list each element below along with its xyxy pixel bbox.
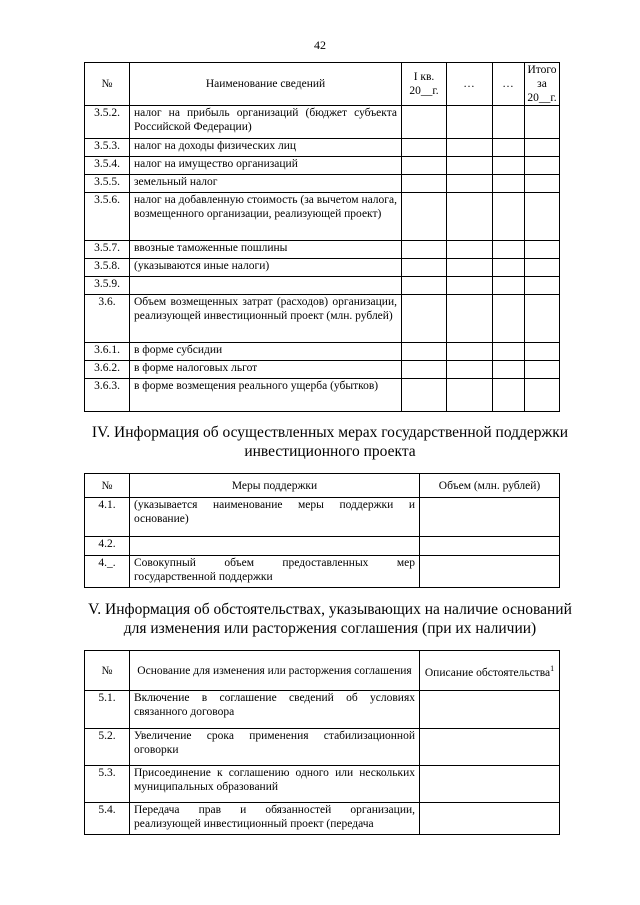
row-num: 4.1. [85, 498, 130, 537]
section-4-title: IV. Информация об осуществленных мерах государственной поддержки инвестиционного проекта [91, 424, 569, 460]
header-description: Описание обстоятельства$^1$ [420, 651, 560, 691]
cell-empty [447, 295, 493, 343]
row-num: 3.6.1. [85, 343, 130, 361]
cell-empty [402, 295, 447, 343]
header-measure: Меры поддержки [130, 474, 420, 498]
cell-empty [420, 766, 560, 803]
table-row [85, 691, 560, 729]
row-num: 3.5.6. [85, 193, 130, 241]
row-num: 3.6. [85, 295, 130, 343]
table-row [85, 556, 560, 588]
row-name: земельный налог [130, 175, 402, 193]
row-name: налог на имущество организаций [130, 157, 402, 175]
agreement-change-table [84, 650, 560, 835]
cell-empty [493, 343, 525, 361]
row-num: 5.2. [85, 729, 130, 766]
table-row [85, 175, 560, 193]
table-row [85, 106, 560, 139]
cell-empty [447, 106, 493, 139]
cell-empty [402, 361, 447, 379]
table-row [85, 139, 560, 157]
cell-empty [402, 379, 447, 412]
cell-empty [525, 193, 560, 241]
row-measure: Совокупный объем предоставленных мер государственной поддержки [130, 556, 420, 588]
row-num: 3.6.2. [85, 361, 130, 379]
cell-empty [402, 241, 447, 259]
row-num: 5.3. [85, 766, 130, 803]
cell-empty [402, 175, 447, 193]
table-row [85, 295, 560, 343]
header-name: Наименование сведений [130, 63, 402, 106]
cell-empty [447, 139, 493, 157]
header-basis: Основание для изменения или расторжения соглашения [130, 651, 420, 691]
cell-empty [402, 106, 447, 139]
cell-empty [447, 193, 493, 241]
cell-empty [525, 157, 560, 175]
cell-empty [447, 361, 493, 379]
cell-empty [525, 139, 560, 157]
footnote-mark: 1 [550, 663, 555, 673]
table-row [85, 361, 560, 379]
cell-empty [525, 295, 560, 343]
cell-empty [525, 343, 560, 361]
row-num: 3.6.3. [85, 379, 130, 412]
row-num: 3.5.8. [85, 259, 130, 277]
row-measure: (указывается наименование меры поддержки и основание) [130, 498, 420, 537]
cell-empty [493, 361, 525, 379]
table-row [85, 193, 560, 241]
table-row [85, 537, 560, 556]
cell-empty [493, 241, 525, 259]
row-name: налог на добавленную стоимость (за вычетом налога, возмещенного организации, реализующей проект) [130, 193, 402, 241]
header-q1: I кв. 20__г. [402, 63, 447, 106]
row-name: налог на прибыль организаций (бюджет субъекта Российской Федерации) [130, 106, 402, 139]
cell-empty [447, 259, 493, 277]
row-name: Объем возмещенных затрат (расходов) организации, реализующей инвестиционный проект (млн. рублей) [130, 295, 402, 343]
row-num: 3.5.4. [85, 157, 130, 175]
row-num: 4.2. [85, 537, 130, 556]
row-name: в форме возмещения реального ущерба (убытков) [130, 379, 402, 412]
row-num: 3.5.3. [85, 139, 130, 157]
table-row [85, 157, 560, 175]
cell-empty [420, 729, 560, 766]
cell-empty [420, 556, 560, 588]
cell-empty [447, 175, 493, 193]
row-basis: Увеличение срока применения стабилизационной оговорки [130, 729, 420, 766]
cell-empty [493, 259, 525, 277]
cell-empty [493, 379, 525, 412]
header-num: № [85, 474, 130, 498]
table-row [85, 729, 560, 766]
cell-empty [402, 259, 447, 277]
row-measure [130, 537, 420, 556]
header-dots-2: … [493, 63, 525, 106]
header-num: № [85, 651, 130, 691]
cell-empty [525, 361, 560, 379]
cell-empty [493, 175, 525, 193]
row-basis: Присоединение к соглашению одного или нескольких муниципальных образований [130, 766, 420, 803]
section-5-title: V. Информация об обстоятельствах, указывающих на наличие оснований для изменения или расторжения соглашения (при их наличии) [88, 601, 572, 637]
cell-empty [447, 241, 493, 259]
cell-empty [447, 343, 493, 361]
cell-empty [525, 259, 560, 277]
cell-empty [525, 241, 560, 259]
cell-empty [402, 277, 447, 295]
row-name: в форме субсидии [130, 343, 402, 361]
cell-empty [402, 193, 447, 241]
row-basis: Передача прав и обязанностей организации, реализующей инвестиционный проект (передача [130, 803, 420, 835]
cell-empty [420, 537, 560, 556]
page-number: 42 [314, 38, 326, 52]
cell-empty [420, 691, 560, 729]
row-name: в форме налоговых льгот [130, 361, 402, 379]
row-basis: Включение в соглашение сведений об условиях связанного договора [130, 691, 420, 729]
cell-empty [402, 157, 447, 175]
row-name: ввозные таможенные пошлины [130, 241, 402, 259]
cell-empty [525, 277, 560, 295]
cell-empty [402, 343, 447, 361]
cell-empty [493, 295, 525, 343]
table-row [85, 343, 560, 361]
cell-empty [493, 157, 525, 175]
cell-empty [493, 139, 525, 157]
cell-empty [420, 803, 560, 835]
table-row [85, 259, 560, 277]
cell-empty [493, 277, 525, 295]
cell-empty [525, 175, 560, 193]
cell-empty [447, 277, 493, 295]
table-row [85, 277, 560, 295]
table-row [85, 766, 560, 803]
row-name [130, 277, 402, 295]
header-total: Итого за 20__г. [525, 63, 560, 106]
table-row [85, 498, 560, 537]
header-volume: Объем (млн. рублей) [420, 474, 560, 498]
header-dots-1: … [447, 63, 493, 106]
row-name: налог на доходы физических лиц [130, 139, 402, 157]
row-num: 3.5.7. [85, 241, 130, 259]
row-num: 3.5.5. [85, 175, 130, 193]
cell-empty [525, 379, 560, 412]
row-num: 3.5.9. [85, 277, 130, 295]
cell-empty [402, 139, 447, 157]
row-name: (указываются иные налоги) [130, 259, 402, 277]
support-measures-table [84, 473, 560, 588]
cell-empty [447, 157, 493, 175]
table-row [85, 379, 560, 412]
financial-info-table [84, 62, 560, 412]
row-num: 5.1. [85, 691, 130, 729]
row-num: 5.4. [85, 803, 130, 835]
row-num: 3.5.2. [85, 106, 130, 139]
cell-empty [420, 498, 560, 537]
cell-empty [493, 106, 525, 139]
row-num: 4._. [85, 556, 130, 588]
cell-empty [493, 193, 525, 241]
header-num: № [85, 63, 130, 106]
table-row [85, 241, 560, 259]
table-row [85, 803, 560, 835]
cell-empty [525, 106, 560, 139]
cell-empty [447, 379, 493, 412]
